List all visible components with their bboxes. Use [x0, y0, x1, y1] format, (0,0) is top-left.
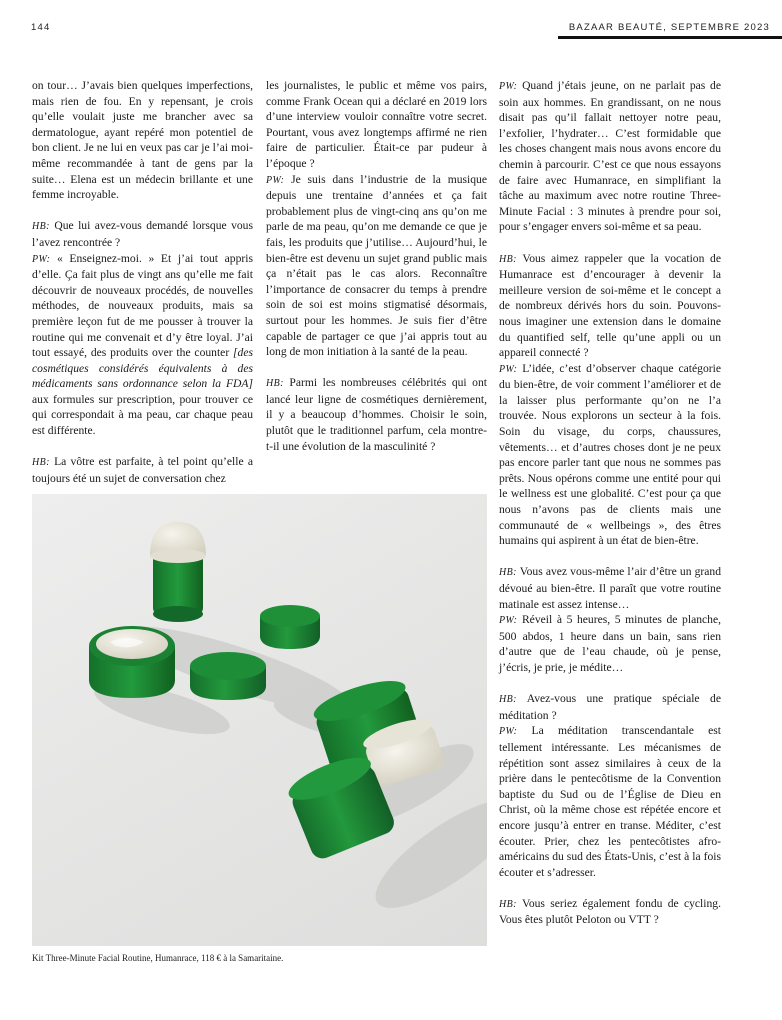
question — [499, 896, 721, 928]
speaker-label: PW: — [266, 174, 285, 186]
text-column-2 — [266, 78, 487, 454]
answer — [499, 612, 721, 675]
photo-caption: Kit Three-Minute Facial Routine, Humanrace, 118 € à la Samaritaine. — [32, 953, 284, 963]
jar-lid — [190, 652, 266, 700]
question-text: Vous seriez également fondu de cycling. Vous êtes plutôt Peloton ou VTT ? — [499, 896, 721, 927]
answer-text: « Enseignez-moi. » Et j’ai tout appris d’elle. Ça fait plus de vingt ans qu’elle me fait découvrir de nouveaux procédés, de nouvelles méthodes, de nouveaux produits, mais sa première leçon fut de me pousser à trouver la routine qui me convenait et d’y être loyal. J’ai tout essayé, des produits over the counter — [32, 251, 253, 360]
question — [266, 375, 487, 454]
question-text: Que lui avez-vous demandé lorsque vous l’avez rencontrée ? — [32, 219, 253, 249]
answer — [499, 361, 721, 549]
question-text: Vous aimez rappeler que la vocation de Humanrace est d’encourager à devenir la meilleure version de soi-même et le concept a de nombreux dérivés hors du soin. Pouvons-nous imaginer une extension dans le domaine du quantified self, telle qu’une appli ou un appareil connecté ? — [499, 251, 721, 360]
question — [499, 691, 721, 723]
question-text: Vous avez vous-même l’air d’être un grand dévoué au bien-être. Il paraît que votre routine matinale est assez intense… — [499, 565, 721, 611]
page-number: 144 — [31, 22, 51, 33]
answer-text: aux formules sur prescription, pour trouver ce qui correspondait à ma peau, car chaque peau est différente. — [32, 392, 253, 438]
speaker-label: PW: — [499, 726, 518, 738]
answer — [32, 251, 253, 439]
header-rule — [558, 36, 782, 39]
small-lid — [260, 605, 320, 649]
speaker-label: HB: — [32, 457, 50, 469]
question-text: Avez-vous une pratique spéciale de méditation ? — [499, 692, 721, 722]
publication-title: BAZAAR BEAUTÉ, SEPTEMBRE 2023 — [568, 22, 770, 33]
speaker-label: HB: — [499, 694, 517, 706]
answer-text: Je suis dans l’industrie de la musique depuis une trentaine d’années et ça fait probablement plus de vingt-cinq ans qu’on me parle de ma peau, qu’on me demande ce que je fais, les produits que j’utilise… Aujourd’hui, le bien-être est devenu un sujet grand public mais ça n’était pas le cas alors. Reconnaître l’importance de consacrer du temps à prendre soin de soi est moins stigmatisé désormais, surtout pour les hommes. Je suis fier d’être capable de partager ce que j’ai appris tout au long de mon initiation à la santé de la peau. — [266, 172, 487, 359]
speaker-label: HB: — [32, 221, 50, 233]
answer-text: L’idée, c’est d’observer chaque catégorie du bien-être, de voir comment l’améliorer et de la laisser plus performante qu’on ne l’a trouvée. Nous explorons un secteur à la fois. Soin du visage, du corps, chaussures, vêtements… et d’autres choses dont je ne peux pas encore parler tant que nous ne sommes pas prêts. Nous opérons comme une entité pour qui le wellness est une globalité. C’est pour ça que nous n’avons pas de clients mais une communauté de « wellbeings », des êtres humains qui aspirent à un état de bien-être. — [499, 361, 721, 548]
answer-text: La méditation transcendantale est tellement intéressante. Les mécanismes de répétition sont assez similaires à ceux de la prière dans le pentecôtisme de la Convention baptiste du Sud ou de l’Église de Dieu en Christ, où la même chose est répétée encore et encore jusqu’à entrer en transe. Méditer, c’est écouter. Prier, chez les pentecôtistes afro-américains du sud des États-Unis, c’est à la fois écouter et s’adresser. — [499, 724, 721, 879]
product-photo-illustration — [32, 494, 487, 946]
open-cream-jar — [89, 626, 175, 698]
question-text: La vôtre est parfaite, à tel point qu’elle a toujours été un sujet de conversation chez — [32, 455, 253, 485]
speaker-label: HB: — [499, 253, 517, 265]
product-photo — [32, 494, 487, 946]
cleansing-stick — [150, 522, 206, 622]
question-text: Parmi les nombreuses célébrités qui ont lancé leur ligne de cosmétiques dernièrement, il y a beaucoup d’hommes. Choisir le soin, plutôt que le traditionnel parfum, cela montre-t-il une évolution de la masculinité ? — [266, 376, 487, 453]
answer-aside: [des cosmétiques considérés équivalents à des médicaments sans ordonnance selon la FDA] — [32, 346, 253, 391]
speaker-label: PW: — [499, 363, 518, 375]
answer-text: Réveil à 5 heures, 5 minutes de planche, 500 abdos, 1 heure dans un bain, sans rien d’autre que de l’eau chaude, où je pense, j’écris, je prie, je médite… — [499, 613, 721, 674]
speaker-label: PW: — [499, 615, 518, 627]
question — [499, 564, 721, 612]
question — [32, 218, 253, 250]
question — [499, 251, 721, 361]
speaker-label: HB: — [499, 567, 517, 579]
speaker-label: PW: — [32, 253, 51, 265]
text-column-1 — [32, 78, 253, 486]
answer — [266, 172, 487, 360]
answer — [499, 723, 721, 880]
text-column-3 — [499, 78, 721, 928]
speaker-label: HB: — [266, 378, 284, 390]
paragraph: on tour… J’avais bien quelques imperfections, mais rien de fou. En y repensant, je crois qu’elle voulait juste me brancher avec sa dermatologue, ayant repéré mon potentiel de bon client. Je ne lui en veux pas car je l’ai moi-même recommandée à tant de gens par la suite… Elena est un médecin brillante et une femme incroyable. — [32, 79, 253, 202]
speaker-label: HB: — [499, 898, 517, 910]
speaker-label: PW: — [499, 81, 518, 92]
paragraph: les journalistes, le public et même vos pairs, comme Frank Ocean qui a déclaré en 2019 lors d’une interview vouloir connaître votre secret. Pourtant, vous avez longtemps affirmé ne rien faire de particulier. Était-ce par pudeur à l’époque ? — [266, 79, 487, 170]
answer-text: Quand j’étais jeune, on ne parlait pas de soin aux hommes. En grandissant, on ne nous disait pas qu’il fallait nettoyer notre peau, l’exfolier, l’hydrater… C’est formidable que les choses changent mais nous avons encore du chemin à parcourir. C’est ce que nous essayons de faire avec Humanrace, en simplifiant la tâche au maximum avec notre routine Three-Minute Facial : 3 minutes à prendre pour soi, pour s’engager envers soi-même et sa peau. — [499, 79, 721, 234]
answer — [499, 78, 721, 235]
question — [32, 454, 253, 486]
